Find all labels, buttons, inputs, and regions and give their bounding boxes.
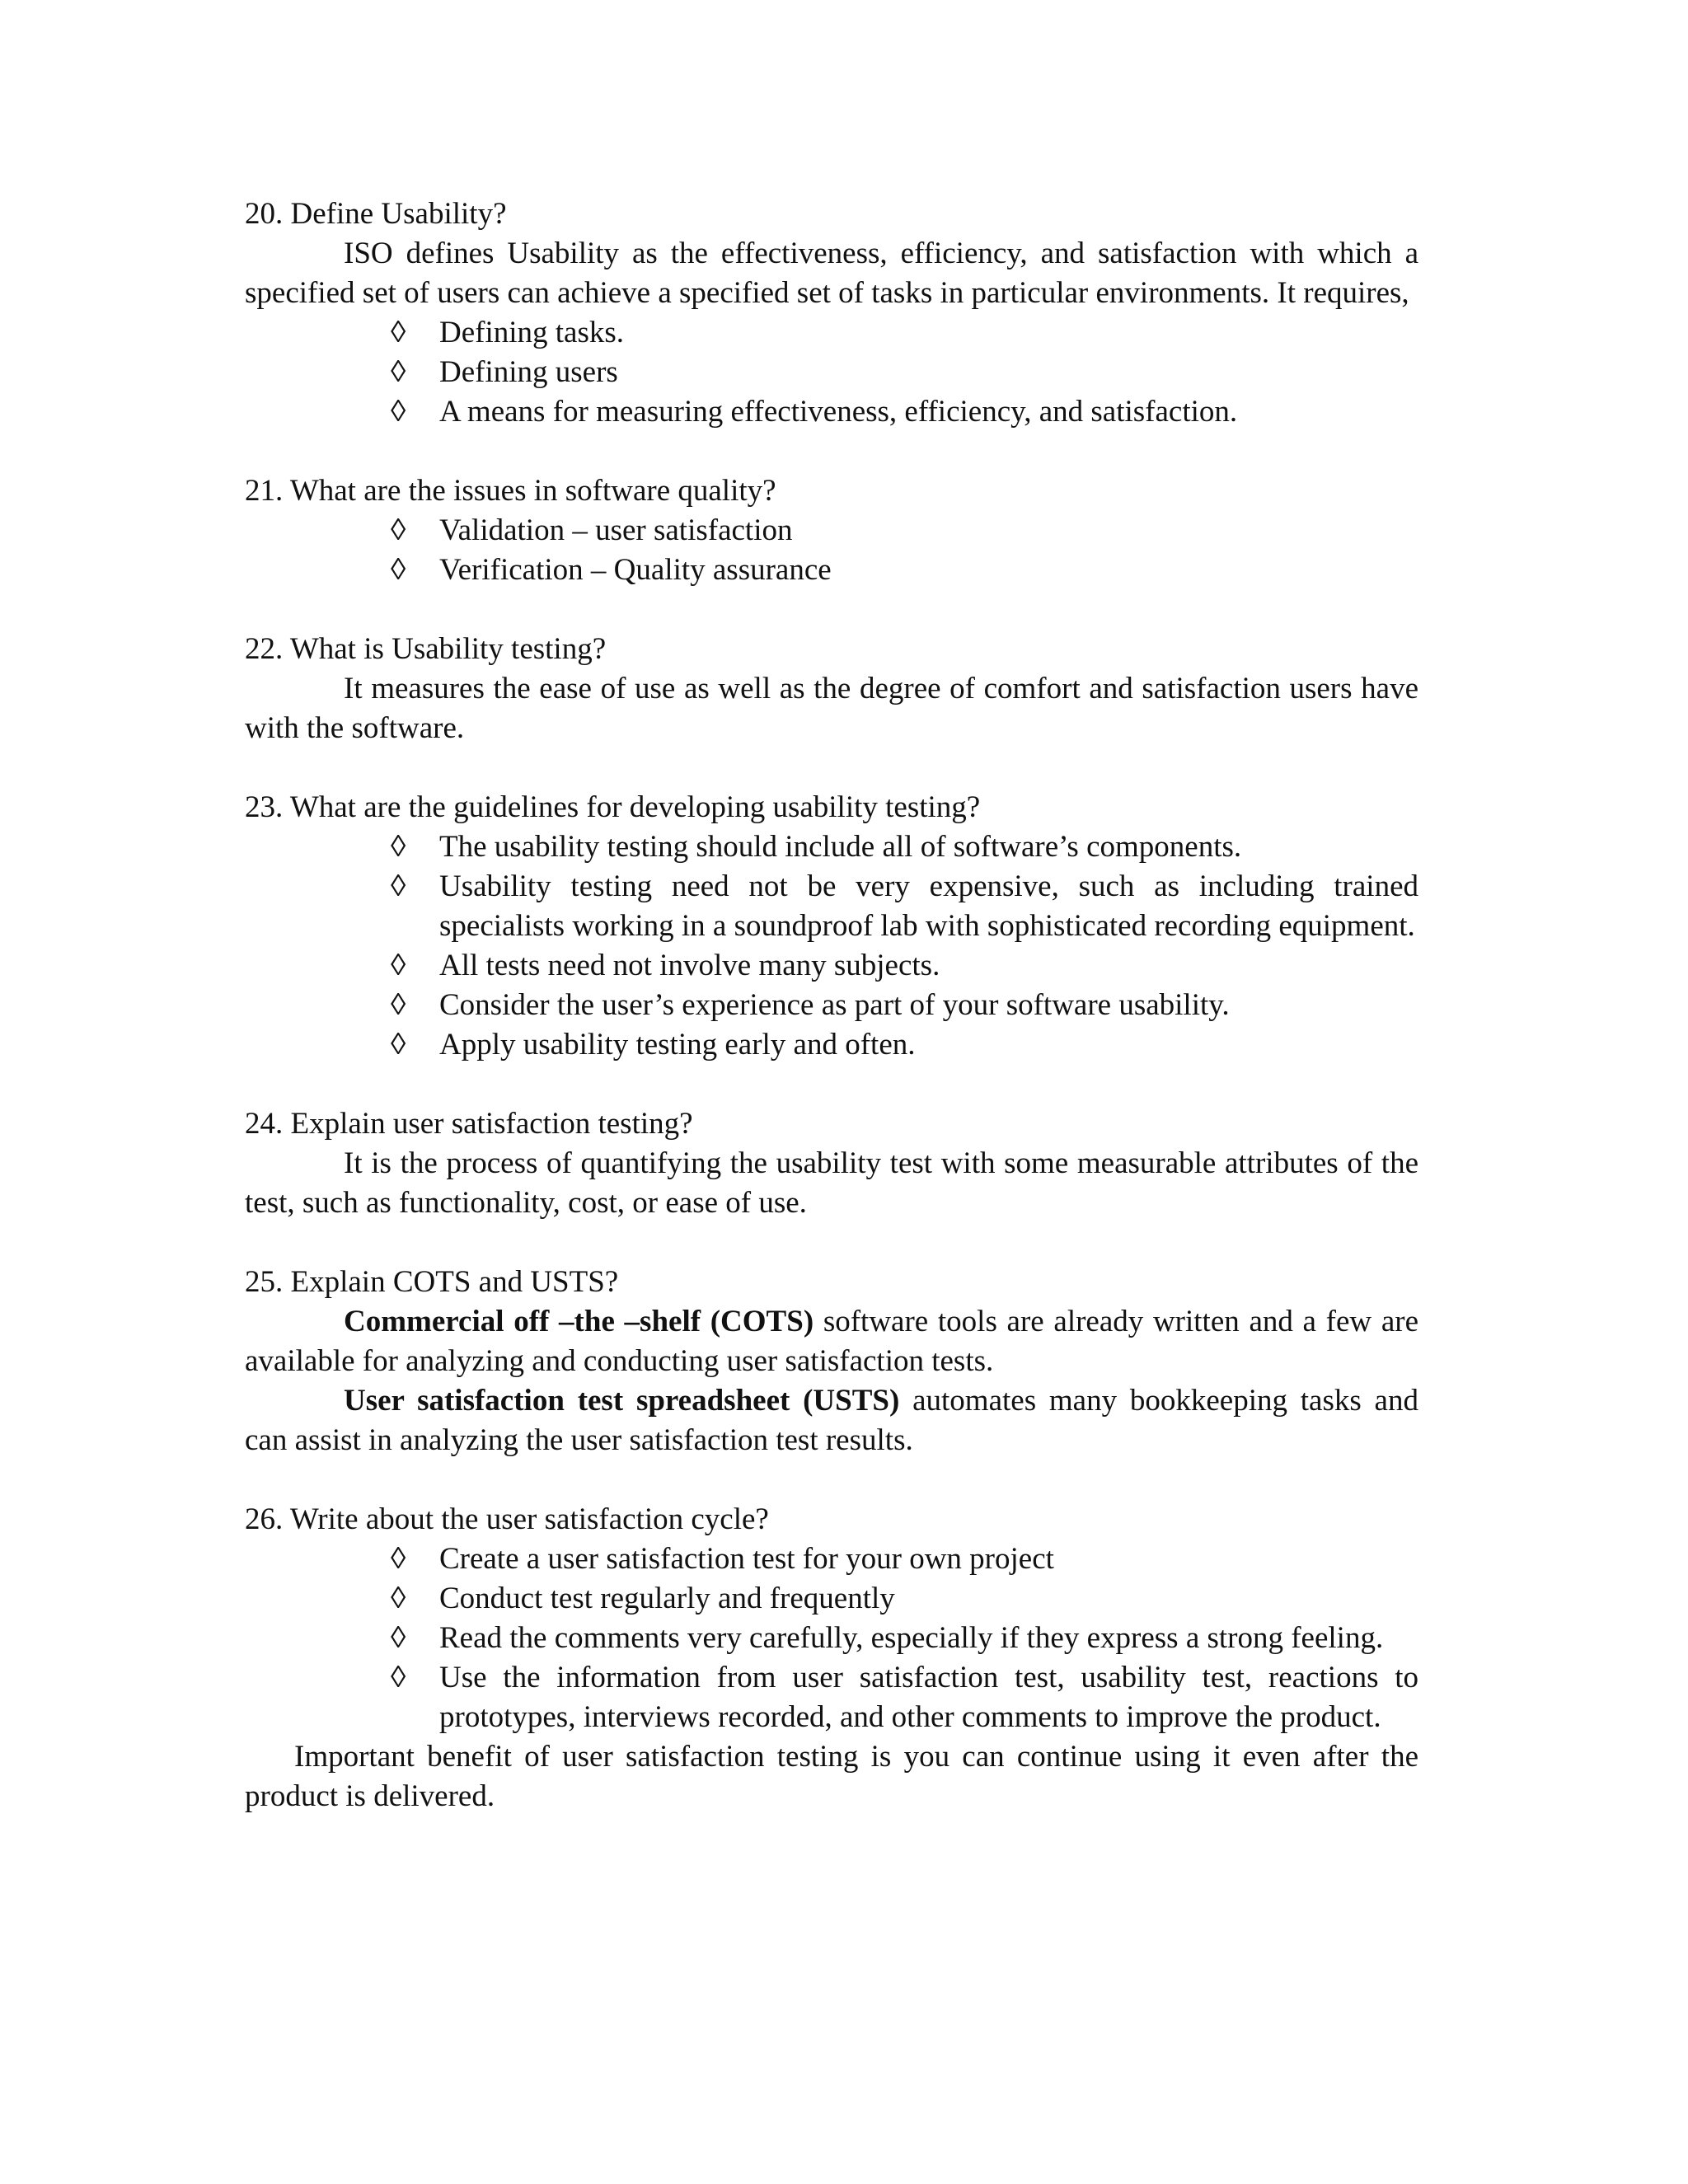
section-25: [245, 1263, 1418, 1460]
list-item: ◊ Apply usability testing early and often.: [391, 1025, 1418, 1065]
list-item: ◊ The usability testing should include all of software’s components.: [391, 827, 1418, 867]
bullet-list: [245, 313, 1418, 432]
list-item: ◊ Validation – user satisfaction: [391, 511, 1418, 551]
section-23: [245, 788, 1418, 1065]
diamond-bullet-icon: ◊: [391, 1621, 406, 1655]
list-item: ◊ Conduct test regularly and frequently: [391, 1579, 1418, 1619]
list-item: ◊ Usability testing need not be very expensive, such as including trained specialists working in a soundproof lab with sophisticated recording equipment.: [391, 867, 1418, 946]
diamond-bullet-icon: ◊: [391, 1582, 406, 1615]
bullet-list: [245, 511, 1418, 590]
question-heading: 24. Explain user satisfaction testing?: [245, 1107, 693, 1141]
list-item: ◊ A means for measuring effectiveness, efficiency, and satisfaction.: [391, 392, 1418, 432]
diamond-bullet-icon: ◊: [391, 355, 406, 389]
list-item: ◊ Read the comments very carefully, especially if they express a strong feeling.: [391, 1619, 1418, 1658]
list-item: ◊ Defining tasks.: [391, 313, 1418, 353]
answer-paragraph: ISO defines Usability as the effectiveness, efficiency, and satisfaction with which a specified set of users can achieve a specified set of tasks in particular environments. It requires,: [245, 237, 1418, 310]
diamond-bullet-icon: ◊: [391, 1661, 406, 1694]
question-heading: 22. What is Usability testing?: [245, 632, 607, 666]
section-20: [245, 194, 1418, 432]
list-item: ◊ All tests need not involve many subjects.: [391, 946, 1418, 986]
diamond-bullet-icon: ◊: [391, 513, 406, 547]
document-content: [245, 194, 1418, 1816]
section-24: [245, 1104, 1418, 1223]
list-item: ◊ Create a user satisfaction test for your own project: [391, 1540, 1418, 1579]
diamond-bullet-icon: ◊: [391, 316, 406, 349]
cots-term: Commercial off –the –shelf (COTS): [344, 1305, 814, 1338]
diamond-bullet-icon: ◊: [391, 1028, 406, 1062]
diamond-bullet-icon: ◊: [391, 830, 406, 864]
list-item: ◊ Defining users: [391, 353, 1418, 392]
question-heading: 21. What are the issues in software quality?: [245, 474, 776, 508]
usts-term: User satisfaction test spreadsheet (USTS): [344, 1384, 900, 1418]
list-item: ◊ Verification – Quality assurance: [391, 551, 1418, 590]
question-heading: 26. Write about the user satisfaction cycle?: [245, 1502, 769, 1536]
answer-paragraph: It measures the ease of use as well as the degree of comfort and satisfaction users have with the software.: [245, 672, 1418, 745]
list-item: ◊ Use the information from user satisfaction test, usability test, reactions to prototypes, interviews recorded, and other comments to improve the product.: [391, 1658, 1418, 1737]
bullet-list: [245, 827, 1418, 1065]
question-heading: 25. Explain COTS and USTS?: [245, 1265, 619, 1299]
diamond-bullet-icon: ◊: [391, 869, 406, 903]
section-26: [245, 1500, 1418, 1816]
usts-paragraph: User satisfaction test spreadsheet (USTS) automates many bookkeeping tasks and can assist in analyzing the user satisfaction test results.: [245, 1384, 1418, 1457]
question-heading: 23. What are the guidelines for developing usability testing?: [245, 790, 981, 824]
diamond-bullet-icon: ◊: [391, 1542, 406, 1576]
answer-paragraph: It is the process of quantifying the usability test with some measurable attributes of the test, such as functionality, cost, or ease of use.: [245, 1146, 1418, 1220]
bullet-list: [245, 1540, 1418, 1737]
section-22: [245, 630, 1418, 748]
cots-paragraph: Commercial off –the –shelf (COTS) software tools are already written and a few are available for analyzing and conducting user satisfaction tests.: [245, 1305, 1418, 1378]
diamond-bullet-icon: ◊: [391, 949, 406, 982]
section-21: [245, 471, 1418, 590]
diamond-bullet-icon: ◊: [391, 988, 406, 1022]
question-heading: 20. Define Usability?: [245, 197, 507, 231]
closing-paragraph: Important benefit of user satisfaction testing is you can continue using it even after the product is delivered.: [245, 1740, 1418, 1813]
list-item: ◊ Consider the user’s experience as part of your software usability.: [391, 986, 1418, 1025]
diamond-bullet-icon: ◊: [391, 395, 406, 429]
diamond-bullet-icon: ◊: [391, 553, 406, 587]
